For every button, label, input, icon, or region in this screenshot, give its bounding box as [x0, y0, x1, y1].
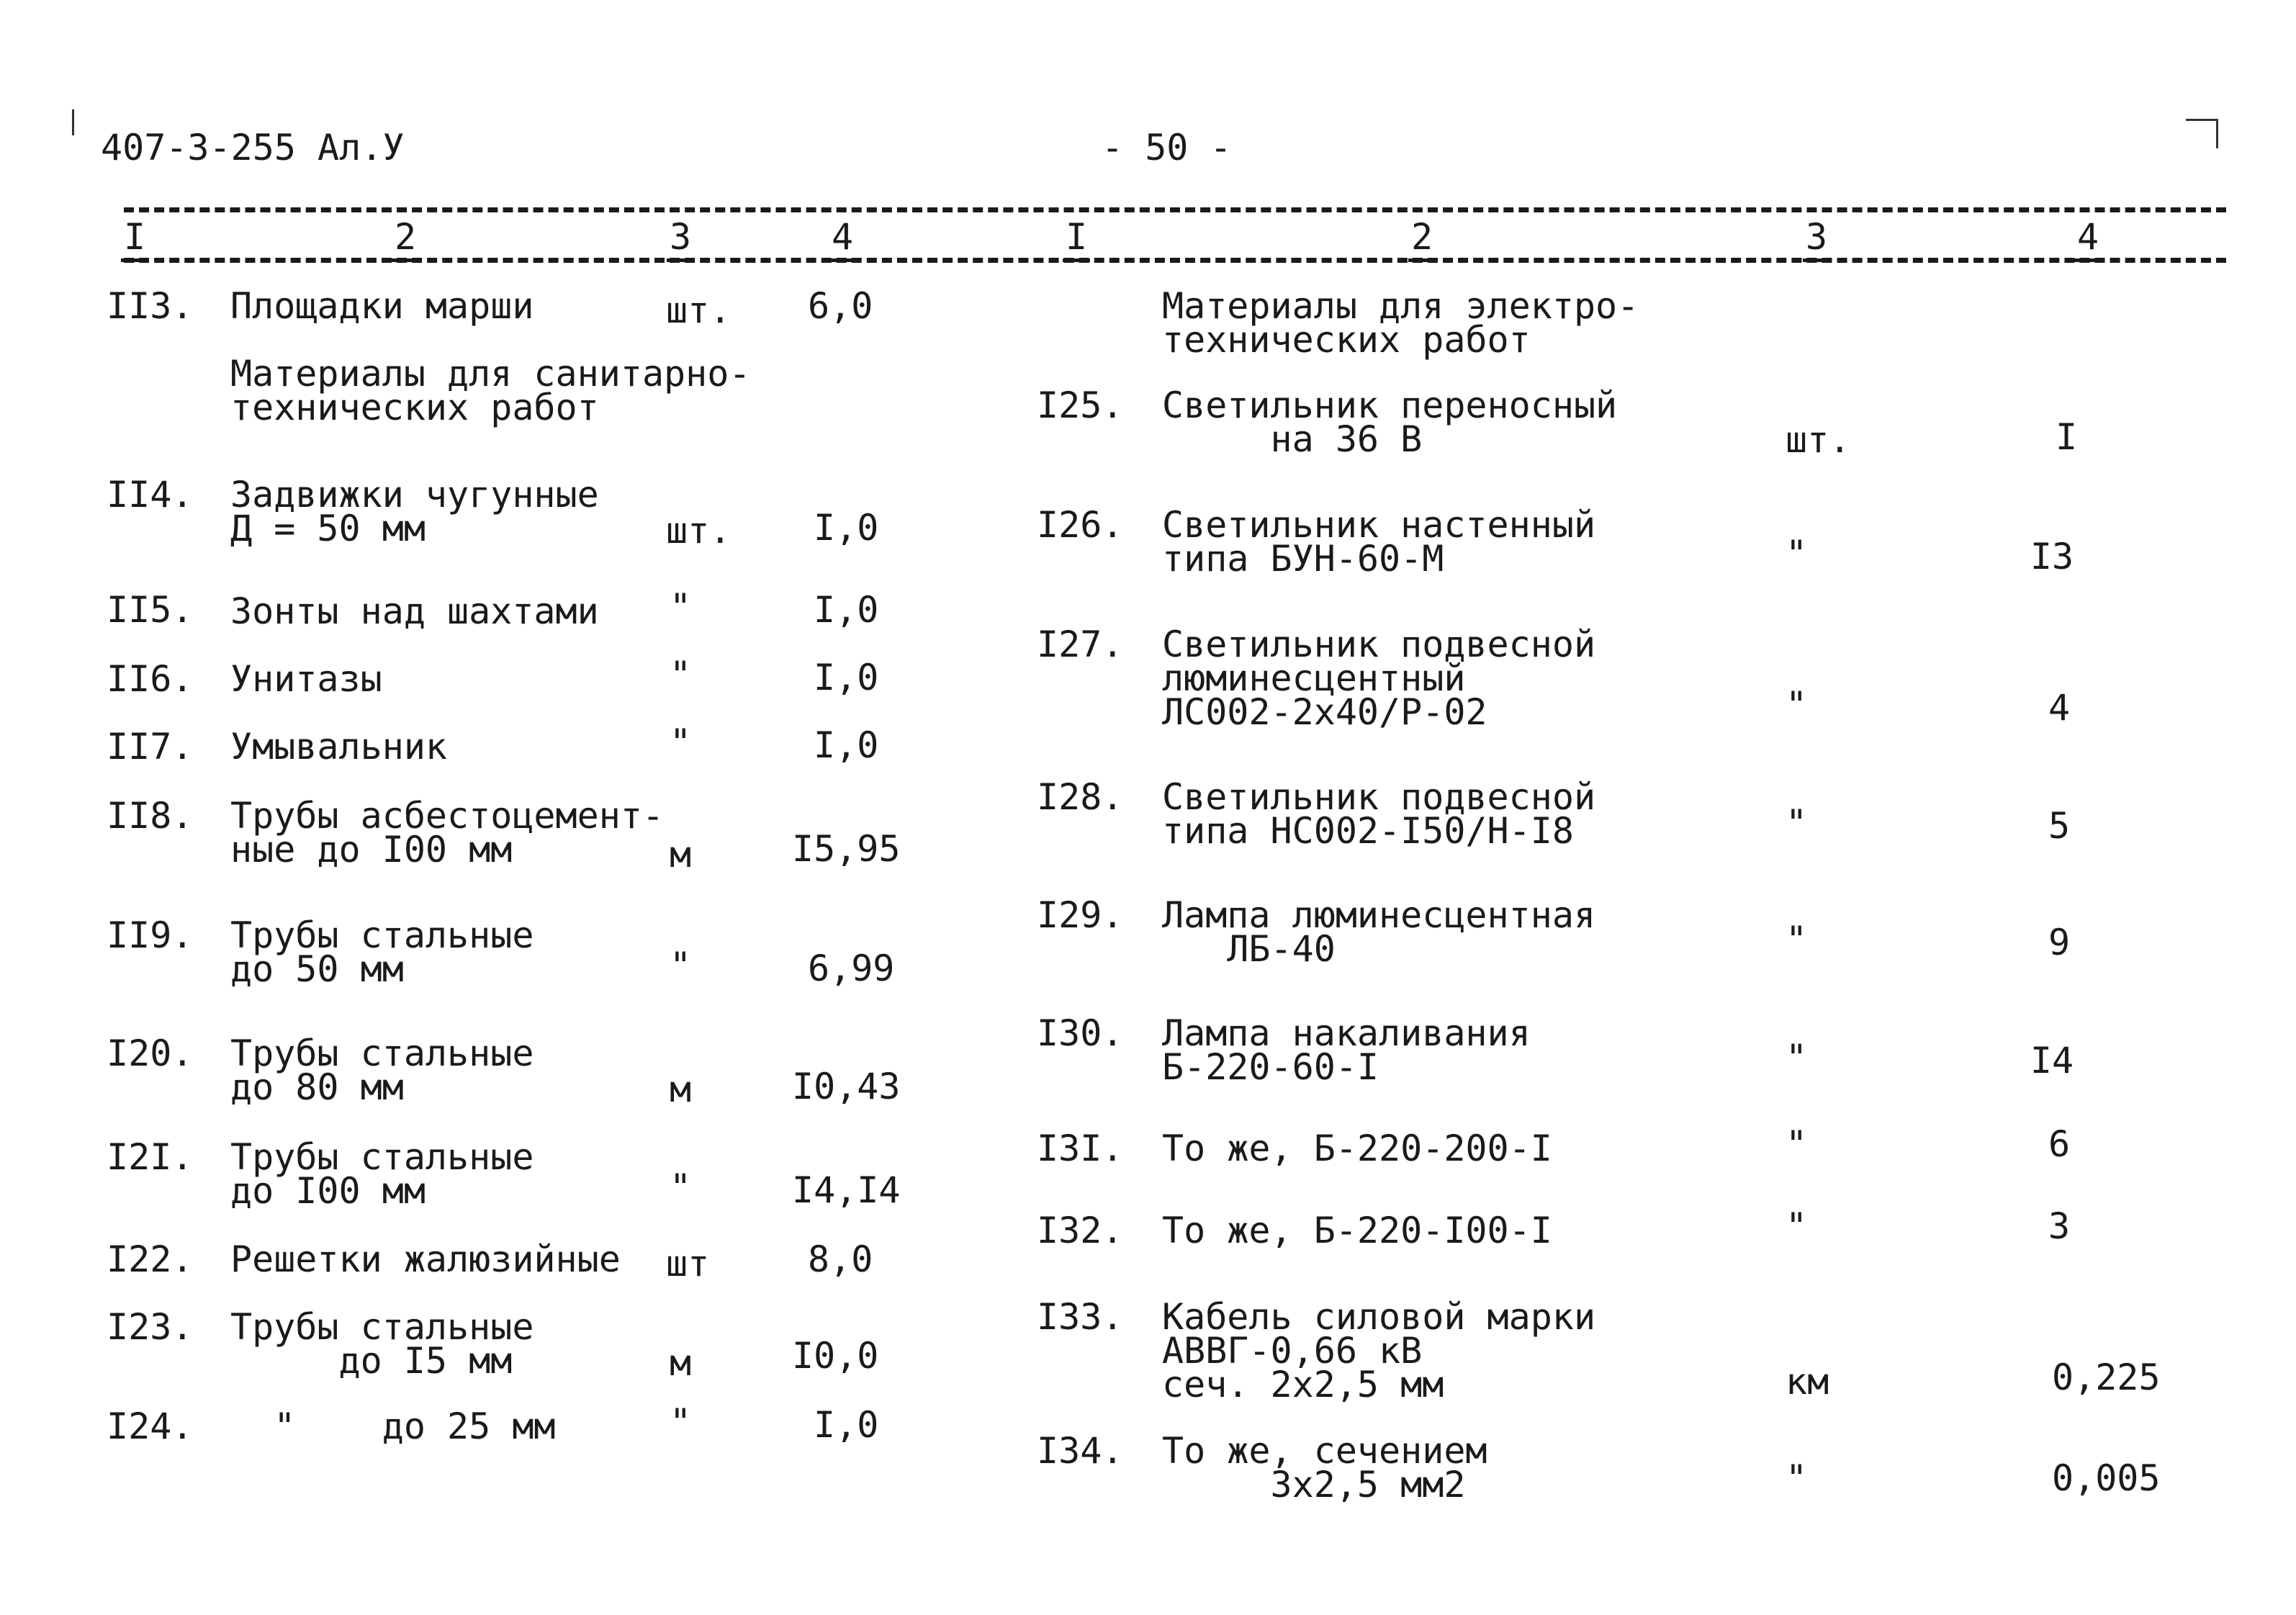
page-number: - 50 - [1102, 127, 1232, 168]
item-unit: " [670, 654, 692, 696]
item-number: I2I. [107, 1136, 194, 1178]
item-quantity: 6,99 [808, 948, 895, 989]
col-header-right-4: 4 [2077, 219, 2099, 255]
item-number: I24. [107, 1405, 194, 1447]
item-name: Трубы асбестоцемент- ные до I00 мм [230, 795, 665, 871]
item-quantity: I3 [2030, 536, 2074, 577]
item-name: Светильник настенный типа БУН-60-М [1162, 504, 1596, 580]
document-code: 407-3-255 Ал.У [101, 127, 405, 168]
item-quantity: I,0 [814, 589, 879, 631]
right-corner-mark [2186, 119, 2218, 148]
item-number: II3. [107, 285, 194, 327]
item-unit: " [1786, 1205, 1808, 1247]
item-number: I23. [107, 1306, 194, 1348]
item-name: Светильник переносный на 36 В [1162, 384, 1618, 460]
item-unit: " [670, 945, 692, 986]
item-unit: " [1786, 1457, 1808, 1499]
item-unit: " [1786, 802, 1808, 844]
item-name: Трубы стальные до I00 мм [230, 1136, 534, 1212]
top-dashed-rule [124, 207, 2226, 212]
section-heading: Материалы для санитарно- технических работ [230, 353, 751, 428]
item-quantity: I4,I4 [792, 1169, 901, 1211]
header-dashed-rule [124, 258, 2226, 263]
item-name: Лампа люминесцентная ЛБ-40 [1162, 894, 1596, 970]
item-name: Зонты над шахтами [230, 590, 599, 632]
item-unit: км [1786, 1361, 1829, 1403]
item-unit: м [670, 1069, 692, 1110]
item-number: I30. [1037, 1012, 1124, 1054]
item-number: II8. [107, 795, 194, 837]
item-quantity: 3 [2048, 1205, 2071, 1247]
item-unit: м [670, 834, 692, 876]
item-number: II5. [107, 589, 194, 631]
item-name: То же, сечением 3х2,5 мм2 [1162, 1430, 1487, 1506]
col-header-left-2: 2 [395, 219, 416, 255]
item-quantity: I0,43 [792, 1066, 901, 1107]
col-header-left-3: 3 [670, 219, 691, 255]
item-number: I3I. [1037, 1128, 1124, 1169]
col-header-right-2: 2 [1411, 219, 1433, 255]
item-quantity: 0,005 [2052, 1457, 2161, 1499]
item-number: I27. [1037, 624, 1124, 665]
item-unit: " [670, 721, 692, 763]
item-quantity: I,0 [814, 1404, 879, 1446]
item-name: То же, Б-220-I00-I [1162, 1210, 1552, 1251]
item-name: Площадки марши [230, 285, 534, 327]
item-name: Трубы стальные до 80 мм [230, 1033, 534, 1108]
item-number: I28. [1037, 776, 1124, 818]
item-unit: шт. [666, 510, 731, 552]
col-header-left-1: I [124, 219, 145, 255]
item-number: I33. [1037, 1296, 1124, 1338]
item-name: Кабель силовой марки АВВГ-0,66 кВ сеч. 2х2,5 мм [1162, 1296, 1596, 1405]
item-name: Трубы стальные до I5 мм [230, 1306, 534, 1382]
item-unit: шт. [1786, 419, 1851, 461]
item-number: I34. [1037, 1430, 1124, 1472]
item-unit: " [1786, 1037, 1808, 1079]
item-quantity: 6 [2048, 1123, 2071, 1165]
col-header-left-4: 4 [832, 219, 853, 255]
item-unit: шт [666, 1243, 710, 1285]
item-number: I29. [1037, 894, 1124, 936]
item-quantity: I5,95 [792, 828, 901, 870]
item-number: II9. [107, 914, 194, 956]
item-name: Умывальник [230, 726, 448, 768]
item-name: Задвижки чугунные Д = 50 мм [230, 474, 599, 549]
item-name: " до 25 мм [230, 1405, 556, 1447]
item-unit: " [670, 1401, 692, 1443]
item-number: I20. [107, 1033, 194, 1074]
item-name: То же, Б-220-200-I [1162, 1128, 1552, 1169]
item-name: Унитазы [230, 658, 382, 700]
item-quantity: I,0 [814, 507, 879, 549]
col-header-right-1: I [1066, 219, 1087, 255]
item-unit: " [670, 586, 692, 628]
item-unit: " [1786, 684, 1808, 726]
item-quantity: 0,225 [2052, 1357, 2161, 1398]
item-name: Трубы стальные до 50 мм [230, 914, 534, 990]
item-quantity: I,0 [814, 724, 879, 766]
item-number: I26. [1037, 504, 1124, 546]
item-quantity: 5 [2048, 805, 2071, 847]
item-name: Светильник подвесной люминесцентный ЛС002-2х40/Р-02 [1162, 624, 1596, 733]
item-unit: шт. [666, 289, 731, 331]
item-number: I25. [1037, 384, 1124, 426]
item-unit: " [670, 1166, 692, 1208]
item-unit: " [1786, 1123, 1808, 1165]
left-corner-mark [72, 109, 74, 135]
item-quantity: I0,0 [792, 1335, 879, 1377]
item-number: I22. [107, 1238, 194, 1280]
item-name: Светильник подвесной типа НС002-I50/Н-I8 [1162, 776, 1596, 852]
item-quantity: I4 [2030, 1040, 2074, 1081]
item-number: II6. [107, 658, 194, 700]
item-number: I32. [1037, 1210, 1124, 1251]
item-quantity: 6,0 [808, 285, 873, 327]
item-unit: м [670, 1342, 692, 1384]
item-quantity: I,0 [814, 657, 879, 698]
section-heading: Материалы для электро- технических работ [1162, 285, 1639, 361]
item-quantity: 4 [2048, 687, 2071, 729]
col-header-right-3: 3 [1806, 219, 1827, 255]
item-quantity: I [2055, 416, 2078, 458]
item-number: II4. [107, 474, 194, 516]
item-number: II7. [107, 726, 194, 768]
item-name: Лампа накаливания Б-220-60-I [1162, 1012, 1531, 1088]
item-quantity: 9 [2048, 922, 2071, 963]
item-name: Решетки жалюзийные [230, 1238, 621, 1280]
item-unit: " [1786, 533, 1808, 575]
item-quantity: 8,0 [808, 1238, 873, 1280]
item-unit: " [1786, 919, 1808, 961]
